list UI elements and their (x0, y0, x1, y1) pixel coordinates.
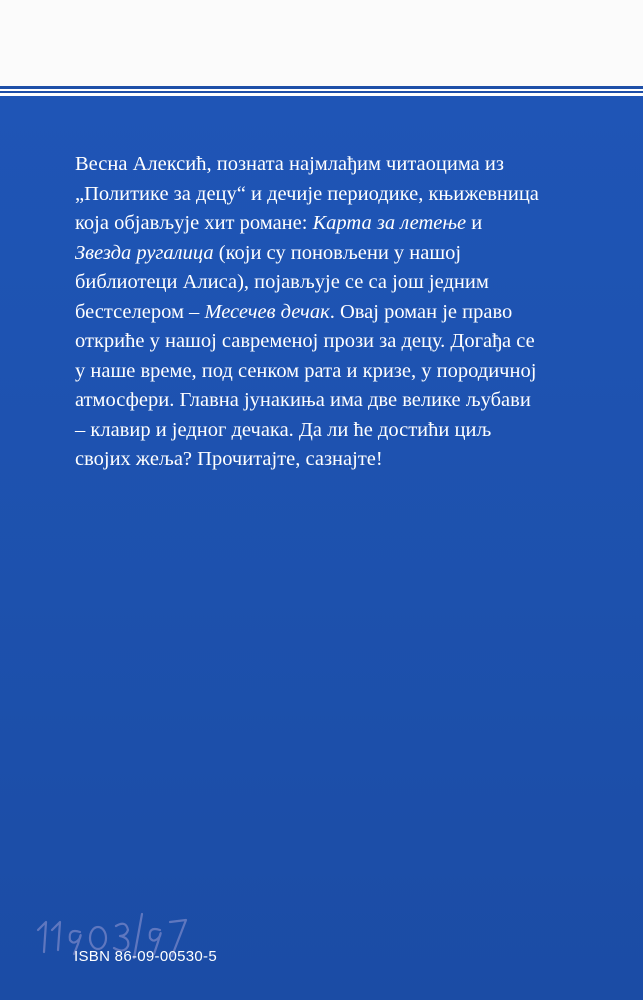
blurb-text: Весна Алексић, позната најмлађим читаоцима из (75, 153, 504, 175)
blurb-text: која објављује хит романе: (75, 212, 313, 234)
blurb-line (75, 386, 615, 416)
blurb-text: . Овај роман је право (329, 300, 513, 323)
blurb-text: у наше време, под сенком рата и кризе, у породичној (75, 359, 537, 382)
blurb-line (75, 268, 615, 298)
blurb-line (75, 298, 615, 328)
blue-stripe-top (0, 86, 643, 89)
blurb-line (75, 150, 615, 180)
back-cover-blurb (75, 150, 615, 475)
blurb-text: библиотеци Алиса), појављује се са још једним (75, 271, 489, 293)
blurb-text: – клавир и једног дечака. Да ли ће достићи циљ (75, 418, 492, 441)
book-title-italic: Карта за летење (312, 212, 467, 234)
blurb-text: атмосфери. Главна јунакиња има две велике љубави (75, 389, 531, 411)
blurb-line (75, 209, 615, 239)
book-title-italic: Месечев дечак (204, 300, 330, 323)
blurb-line (75, 327, 615, 357)
blurb-text: и (466, 212, 483, 234)
top-white-band (0, 0, 643, 86)
blurb-line (75, 445, 615, 475)
blurb-line (75, 416, 615, 446)
blurb-text: „Политике за децу“ и дечије периодике, књижевница (75, 182, 539, 205)
blurb-line (75, 239, 615, 269)
blurb-line (75, 357, 615, 387)
book-title-italic: Звезда ругалица (75, 241, 214, 264)
blurb-text: бестселером – (75, 300, 205, 323)
blue-stripe-bottom (0, 91, 643, 93)
isbn-number: ISBN 86-09-00530-5 (74, 948, 217, 965)
blurb-text: (који су поновљени у нашој (213, 241, 462, 264)
blurb-line (75, 180, 615, 210)
blurb-text: својих жеља? Прочитајте, сазнајте! (75, 448, 383, 470)
blurb-text: откриће у нашој савременој прози за децу. Догађа се (75, 330, 535, 352)
